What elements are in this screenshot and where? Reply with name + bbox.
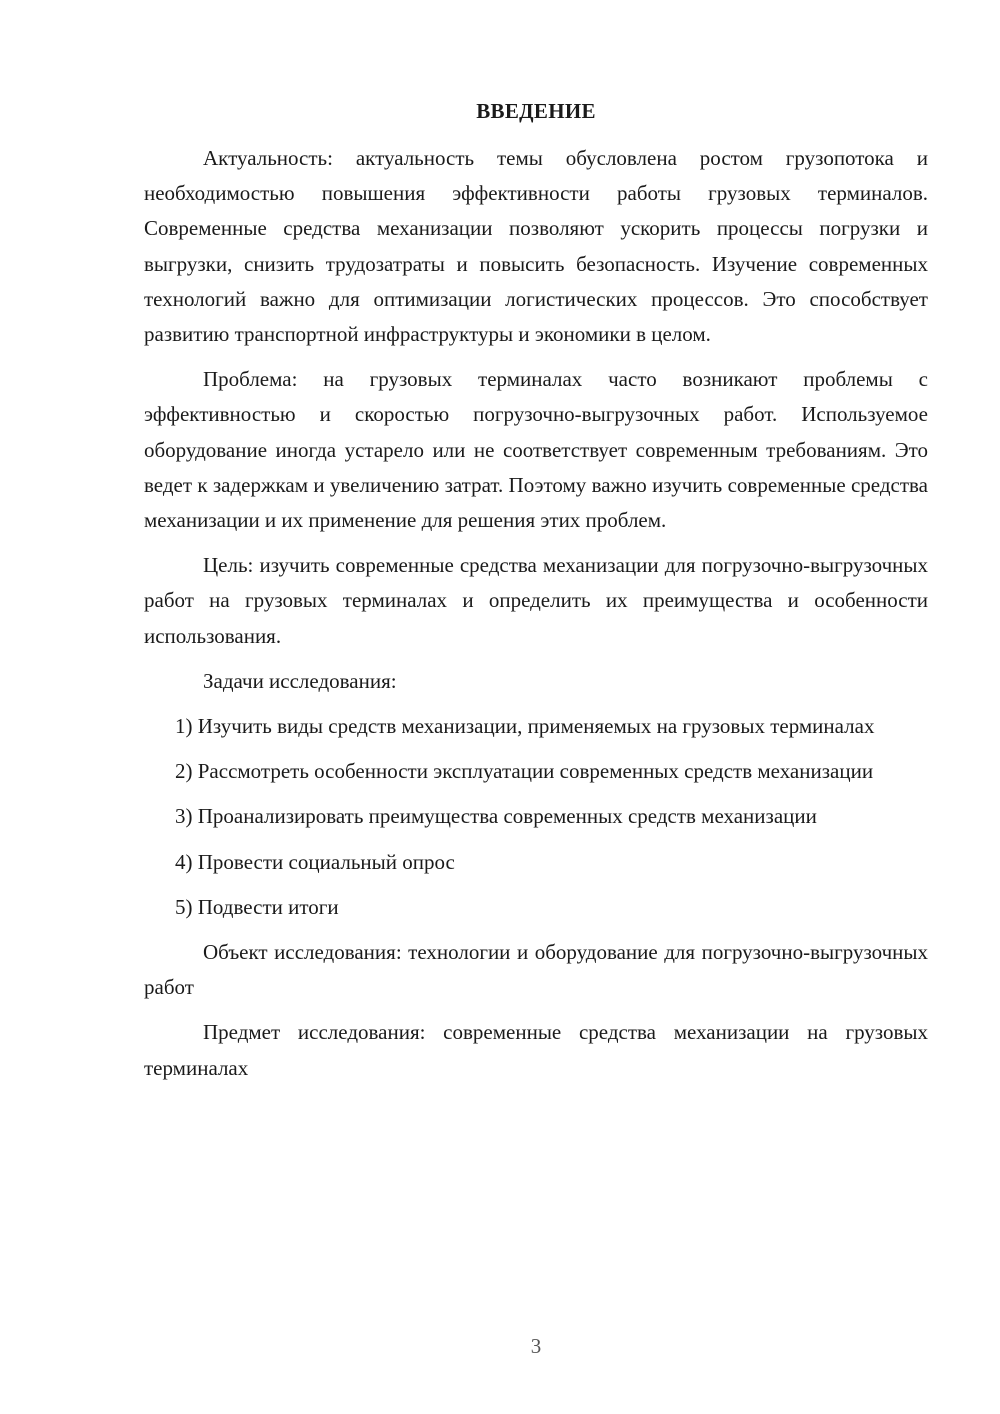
list-item: 1) Изучить виды средств механизации, применяемых на грузовых терминалах	[175, 714, 875, 739]
tasks-list	[144, 709, 928, 925]
list-item: 2) Рассмотреть особенности эксплуатации современных средств механизации	[175, 759, 874, 784]
paragraph-goal: Цель: изучить современные средства механизации для погрузочно-выгрузочных работ на грузовых терминалах и определить их преимущества и особенности использования.	[144, 553, 928, 648]
list-item: 5) Подвести итоги	[175, 894, 339, 919]
paragraph-problem: Проблема: на грузовых терминалах часто возникают проблемы с эффективностью и скоростью погрузочно-выгрузочных работ. Используемое оборудование иногда устарело или не соответствует современным требованиям. Это ведет к задержкам и увеличению затрат. Поэтому важно изучить современные средства механизации и их применение для решения этих проблем.	[144, 367, 928, 533]
paragraph-object: Объект исследования: технологии и оборудование для погрузочно-выгрузочных работ	[144, 940, 928, 1000]
list-item: 4) Провести социальный опрос	[175, 849, 455, 874]
paragraph-subject: Предмет исследования: современные средства механизации на грузовых терминалах	[144, 1020, 928, 1080]
paragraph-relevance: Актуальность: актуальность темы обусловлена ростом грузопотока и необходимостью повышения эффективности работы грузовых терминалов. Современные средства механизации позволяют ускорить процессы погрузки и выгрузки, снизить трудозатраты и повысить безопасность. Изучение современных технологий важно для оптимизации логистических процессов. Это способствует развитию транспортной инфраструктуры и экономики в целом.	[144, 146, 928, 347]
list-item: 3) Проанализировать преимущества современных средств механизации	[175, 804, 817, 829]
page-title: ВВЕДЕНИЕ	[476, 99, 596, 123]
document-page	[144, 94, 928, 1096]
page-number: 3	[530, 1334, 542, 1358]
tasks-heading: Задачи исследования:	[203, 668, 397, 693]
